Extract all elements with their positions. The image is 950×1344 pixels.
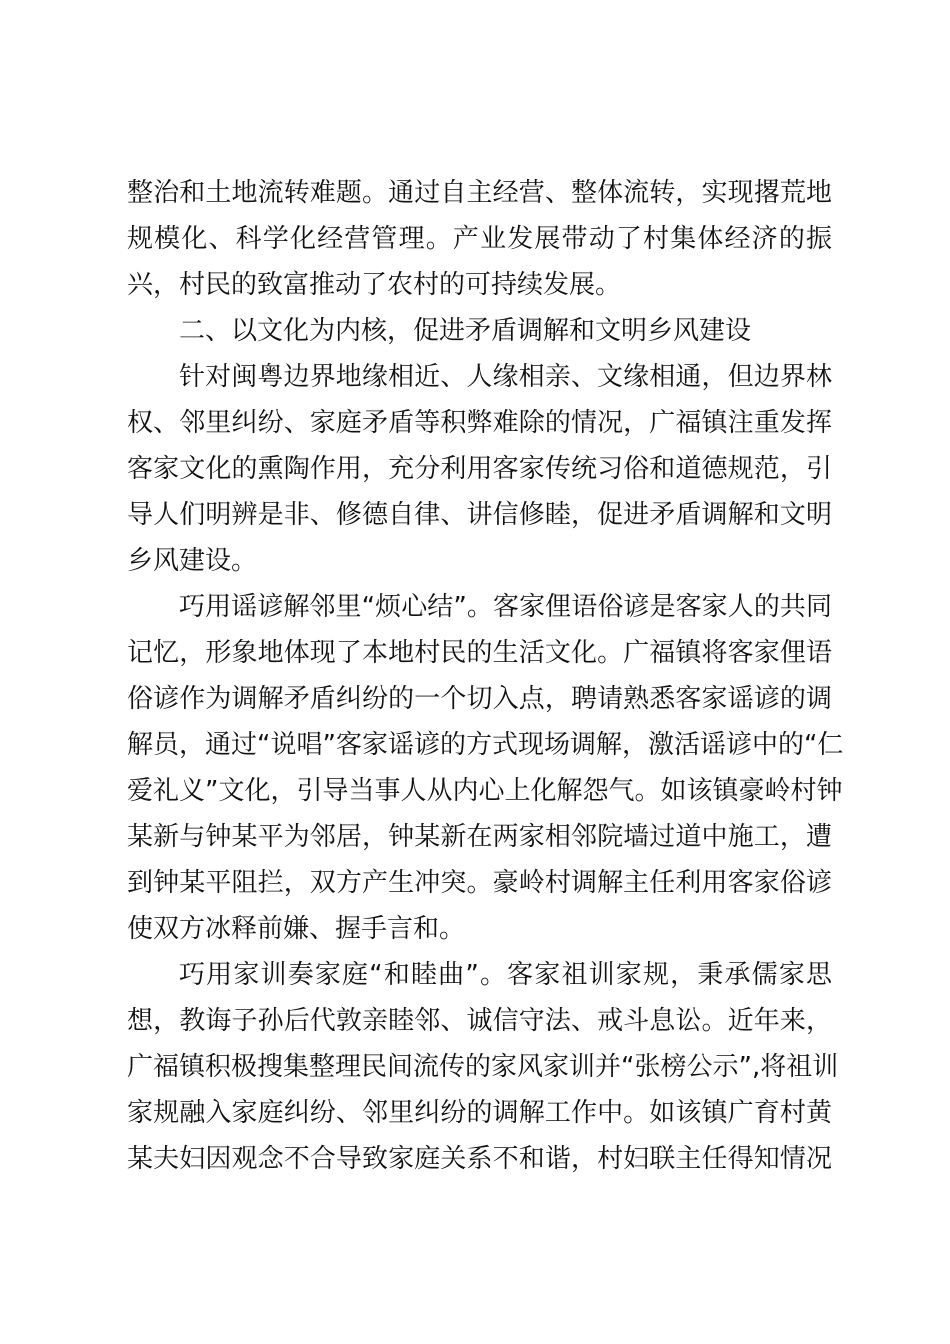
text-line: 记忆，形象地体现了本地村民的生活文化。广福镇将客家俚语: [127, 638, 832, 668]
text-line: 规模化、科学化经营管理。产业发展带动了村集体经济的振: [127, 224, 832, 254]
text-line: 某新与钟某平为邻居，钟某新在两家相邻院墙过道中施工，遭: [127, 822, 832, 852]
text-line: 客家文化的熏陶作用，充分利用客家传统习俗和道德规范，引: [127, 454, 832, 484]
text-line: 想，教诲子孙后代敦亲睦邻、诚信守法、戒斗息讼。近年来，: [127, 1006, 832, 1036]
text-line: 整治和土地流转难题。通过自主经营、整体流转，实现撂荒地: [127, 178, 832, 208]
text-line: 俗谚作为调解矛盾纠纷的一个切入点，聘请熟悉客家谣谚的调: [127, 684, 832, 714]
text-line: 巧用谣谚解邻里“烦心结”。客家俚语俗谚是客家人的共同: [179, 592, 832, 622]
text-line: 兴，村民的致富推动了农村的可持续发展。: [127, 270, 622, 300]
text-line: 家规融入家庭纠纷、邻里纠纷的调解工作中。如该镇广育村黄: [127, 1098, 832, 1128]
text-line: 使双方冰释前嫌、握手言和。: [127, 914, 466, 944]
text-line: 到钟某平阻拦，双方产生冲突。豪岭村调解主任利用客家俗谚: [127, 868, 832, 898]
text-line: 针对闽粤边界地缘相近、人缘相亲、文缘相通，但边界林: [179, 362, 832, 392]
text-line: 二、以文化为内核，促进矛盾调解和文明乡风建设: [179, 316, 752, 346]
text-line: 广福镇积极搜集整理民间流传的家风家训并“张榜公示”,将祖训: [127, 1052, 839, 1082]
text-line: 乡风建设。: [127, 546, 258, 576]
body-text: [127, 170, 844, 1182]
text-line: 权、邻里纠纷、家庭矛盾等积弊难除的情况，广福镇注重发挥: [127, 408, 832, 438]
text-line: 巧用家训奏家庭“和睦曲”。客家祖训家规，秉承儒家思: [179, 960, 832, 990]
text-line: 爱礼义”文化，引导当事人从内心上化解怨气。如该镇豪岭村钟: [127, 776, 843, 806]
text-line: 解员，通过“说唱”客家谣谚的方式现场调解，激活谣谚中的“仁: [127, 730, 844, 760]
text-line: 导人们明辨是非、修德自律、讲信修睦，促进矛盾调解和文明: [127, 500, 832, 530]
text-line: 某夫妇因观念不合导致家庭关系不和谐，村妇联主任得知情况: [127, 1144, 832, 1174]
